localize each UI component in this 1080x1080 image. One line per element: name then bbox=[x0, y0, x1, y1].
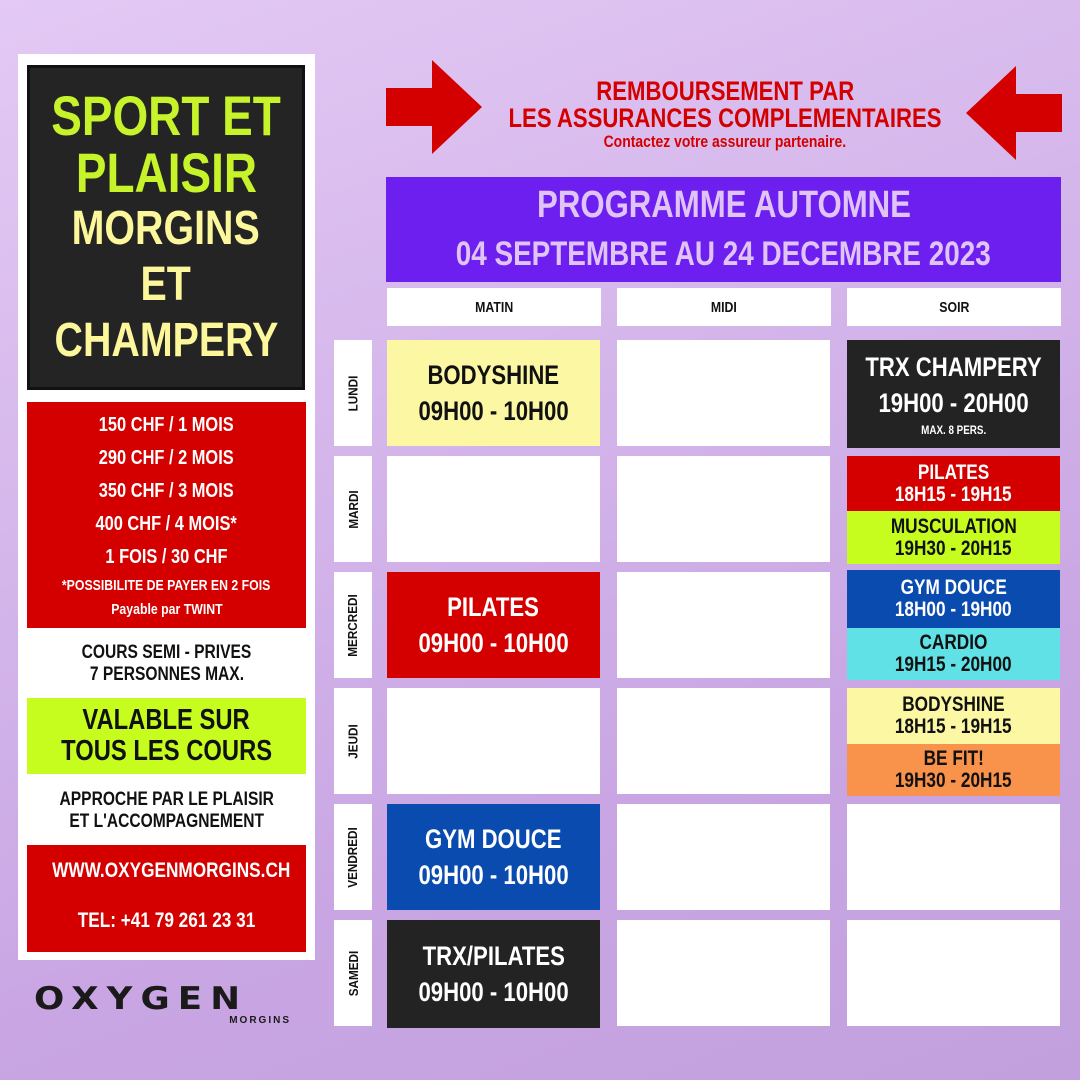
reimb-line-2: LES ASSURANCES COMPLEMENTAIRES bbox=[508, 103, 942, 133]
empty-cell-vendredi-soir bbox=[847, 804, 1060, 910]
day-text: MARDI bbox=[345, 489, 361, 529]
twint-note: Payable par TWINT bbox=[110, 600, 223, 618]
class-cell-lundi-soir bbox=[847, 340, 1060, 448]
title-line-1: SPORT ET bbox=[51, 83, 281, 147]
day-text: MERCREDI bbox=[345, 593, 361, 657]
day-label-jeudi bbox=[334, 688, 372, 794]
phone-number[interactable]: TEL: +41 79 261 23 31 bbox=[77, 909, 256, 932]
class-time: 19H15 - 20H00 bbox=[895, 653, 1012, 676]
price-box bbox=[27, 402, 306, 628]
class-time: 18H15 - 19H15 bbox=[895, 715, 1012, 738]
approche-info bbox=[27, 786, 306, 836]
class-cell-mardi-soir-1 bbox=[847, 456, 1060, 511]
approche-line-2: ET L'ACCOMPAGNEMENT bbox=[69, 811, 264, 832]
empty-cell-mardi-matin bbox=[387, 456, 600, 562]
title-line-5: CHAMPERY bbox=[54, 313, 278, 367]
class-cell-vendredi-matin bbox=[387, 804, 600, 910]
column-header-matin bbox=[387, 288, 601, 326]
column-label: MATIN bbox=[474, 298, 514, 316]
class-cell-mercredi-soir-1 bbox=[847, 570, 1060, 628]
empty-cell-mercredi-midi bbox=[617, 572, 830, 678]
class-name: TRX/PILATES bbox=[422, 941, 565, 971]
class-name: PILATES bbox=[917, 460, 990, 484]
class-name: GYM DOUCE bbox=[900, 576, 1007, 599]
valable-banner bbox=[27, 698, 306, 774]
class-cell-samedi-matin bbox=[387, 920, 600, 1028]
logo-text: OXYGEN bbox=[34, 981, 249, 1017]
empty-cell-mardi-midi bbox=[617, 456, 830, 562]
price-line: 350 CHF / 3 MOIS bbox=[99, 479, 234, 502]
class-time: 09H00 - 10H00 bbox=[418, 977, 569, 1007]
program-dates: 04 SEPTEMBRE AU 24 DECEMBRE 2023 bbox=[455, 234, 992, 273]
class-name: BODYSHINE bbox=[427, 360, 560, 390]
column-header-midi bbox=[617, 288, 831, 326]
class-time: 19H00 - 20H00 bbox=[878, 388, 1029, 418]
empty-cell-jeudi-matin bbox=[387, 688, 600, 794]
semi-line-1: COURS SEMI - PRIVES bbox=[81, 642, 252, 663]
program-title: PROGRAMME AUTOMNE bbox=[536, 183, 911, 226]
logo-subtext: MORGINS bbox=[229, 1015, 291, 1026]
empty-cell-vendredi-midi bbox=[617, 804, 830, 910]
valable-line-2: TOUS LES COURS bbox=[61, 735, 272, 767]
price-line: 290 CHF / 2 MOIS bbox=[99, 446, 234, 469]
column-label: SOIR bbox=[938, 298, 970, 316]
class-note: MAX. 8 PERS. bbox=[920, 423, 987, 437]
semi-private-info bbox=[27, 638, 306, 690]
website-link[interactable]: WWW.OXYGENMORGINS.CH bbox=[52, 859, 291, 882]
title-line-2: PLAISIR bbox=[75, 140, 257, 204]
column-header-soir bbox=[847, 288, 1061, 326]
class-cell-lundi-matin bbox=[387, 340, 600, 446]
class-cell-mardi-soir-2 bbox=[847, 511, 1060, 564]
oxygen-logo bbox=[34, 981, 309, 1028]
day-label-mercredi bbox=[334, 572, 372, 678]
class-time: 09H00 - 10H00 bbox=[418, 860, 569, 890]
price-line: 150 CHF / 1 MOIS bbox=[99, 413, 234, 436]
arrow-right-icon bbox=[386, 60, 482, 154]
class-name: BODYSHINE bbox=[902, 693, 1005, 716]
class-cell-mercredi-soir-2 bbox=[847, 628, 1060, 680]
class-time: 09H00 - 10H00 bbox=[418, 628, 569, 658]
program-header bbox=[386, 177, 1061, 282]
semi-line-2: 7 PERSONNES MAX. bbox=[89, 664, 244, 685]
day-text: SAMEDI bbox=[345, 950, 361, 996]
class-time: 18H00 - 19H00 bbox=[895, 598, 1012, 621]
empty-cell-lundi-midi bbox=[617, 340, 830, 446]
reimb-line-3: Contactez votre assureur partenaire. bbox=[603, 132, 847, 151]
class-time: 19H30 - 20H15 bbox=[895, 536, 1012, 560]
arrow-left-icon bbox=[966, 66, 1062, 160]
day-label-vendredi bbox=[334, 804, 372, 910]
reimbursement-notice bbox=[480, 78, 970, 152]
class-cell-jeudi-soir-1 bbox=[847, 688, 1060, 744]
class-time: 18H15 - 19H15 bbox=[895, 482, 1012, 506]
title-box bbox=[27, 65, 305, 390]
empty-cell-samedi-midi bbox=[617, 920, 830, 1026]
column-label: MIDI bbox=[711, 298, 737, 316]
class-name: BE FIT! bbox=[923, 747, 984, 770]
reimb-line-1: REMBOURSEMENT PAR bbox=[596, 76, 854, 106]
class-name: TRX CHAMPERY bbox=[865, 352, 1042, 382]
class-time: 19H30 - 20H15 bbox=[895, 769, 1012, 792]
class-name: GYM DOUCE bbox=[425, 824, 562, 854]
approche-line-1: APPROCHE PAR LE PLAISIR bbox=[59, 789, 274, 810]
class-time: 09H00 - 10H00 bbox=[418, 396, 569, 426]
class-name: CARDIO bbox=[919, 631, 988, 654]
empty-cell-jeudi-midi bbox=[617, 688, 830, 794]
class-cell-mercredi-matin bbox=[387, 572, 600, 678]
contact-box bbox=[27, 845, 306, 952]
day-label-mardi bbox=[334, 456, 372, 562]
price-line: 400 CHF / 4 MOIS* bbox=[95, 512, 238, 535]
valable-line-1: VALABLE SUR bbox=[82, 704, 251, 736]
day-text: VENDREDI bbox=[345, 826, 361, 888]
title-line-3: MORGINS bbox=[71, 201, 261, 255]
price-line: 1 FOIS / 30 CHF bbox=[105, 545, 228, 568]
price-note: *POSSIBILITE DE PAYER EN 2 FOIS bbox=[62, 576, 271, 594]
title-line-4: ET bbox=[140, 257, 192, 311]
class-cell-jeudi-soir-2 bbox=[847, 744, 1060, 796]
class-name: PILATES bbox=[447, 592, 540, 622]
day-text: LUNDI bbox=[345, 375, 361, 411]
day-label-lundi bbox=[334, 340, 372, 446]
day-label-samedi bbox=[334, 920, 372, 1026]
empty-cell-samedi-soir bbox=[847, 920, 1060, 1026]
day-text: JEUDI bbox=[345, 723, 361, 759]
class-name: MUSCULATION bbox=[890, 514, 1017, 538]
